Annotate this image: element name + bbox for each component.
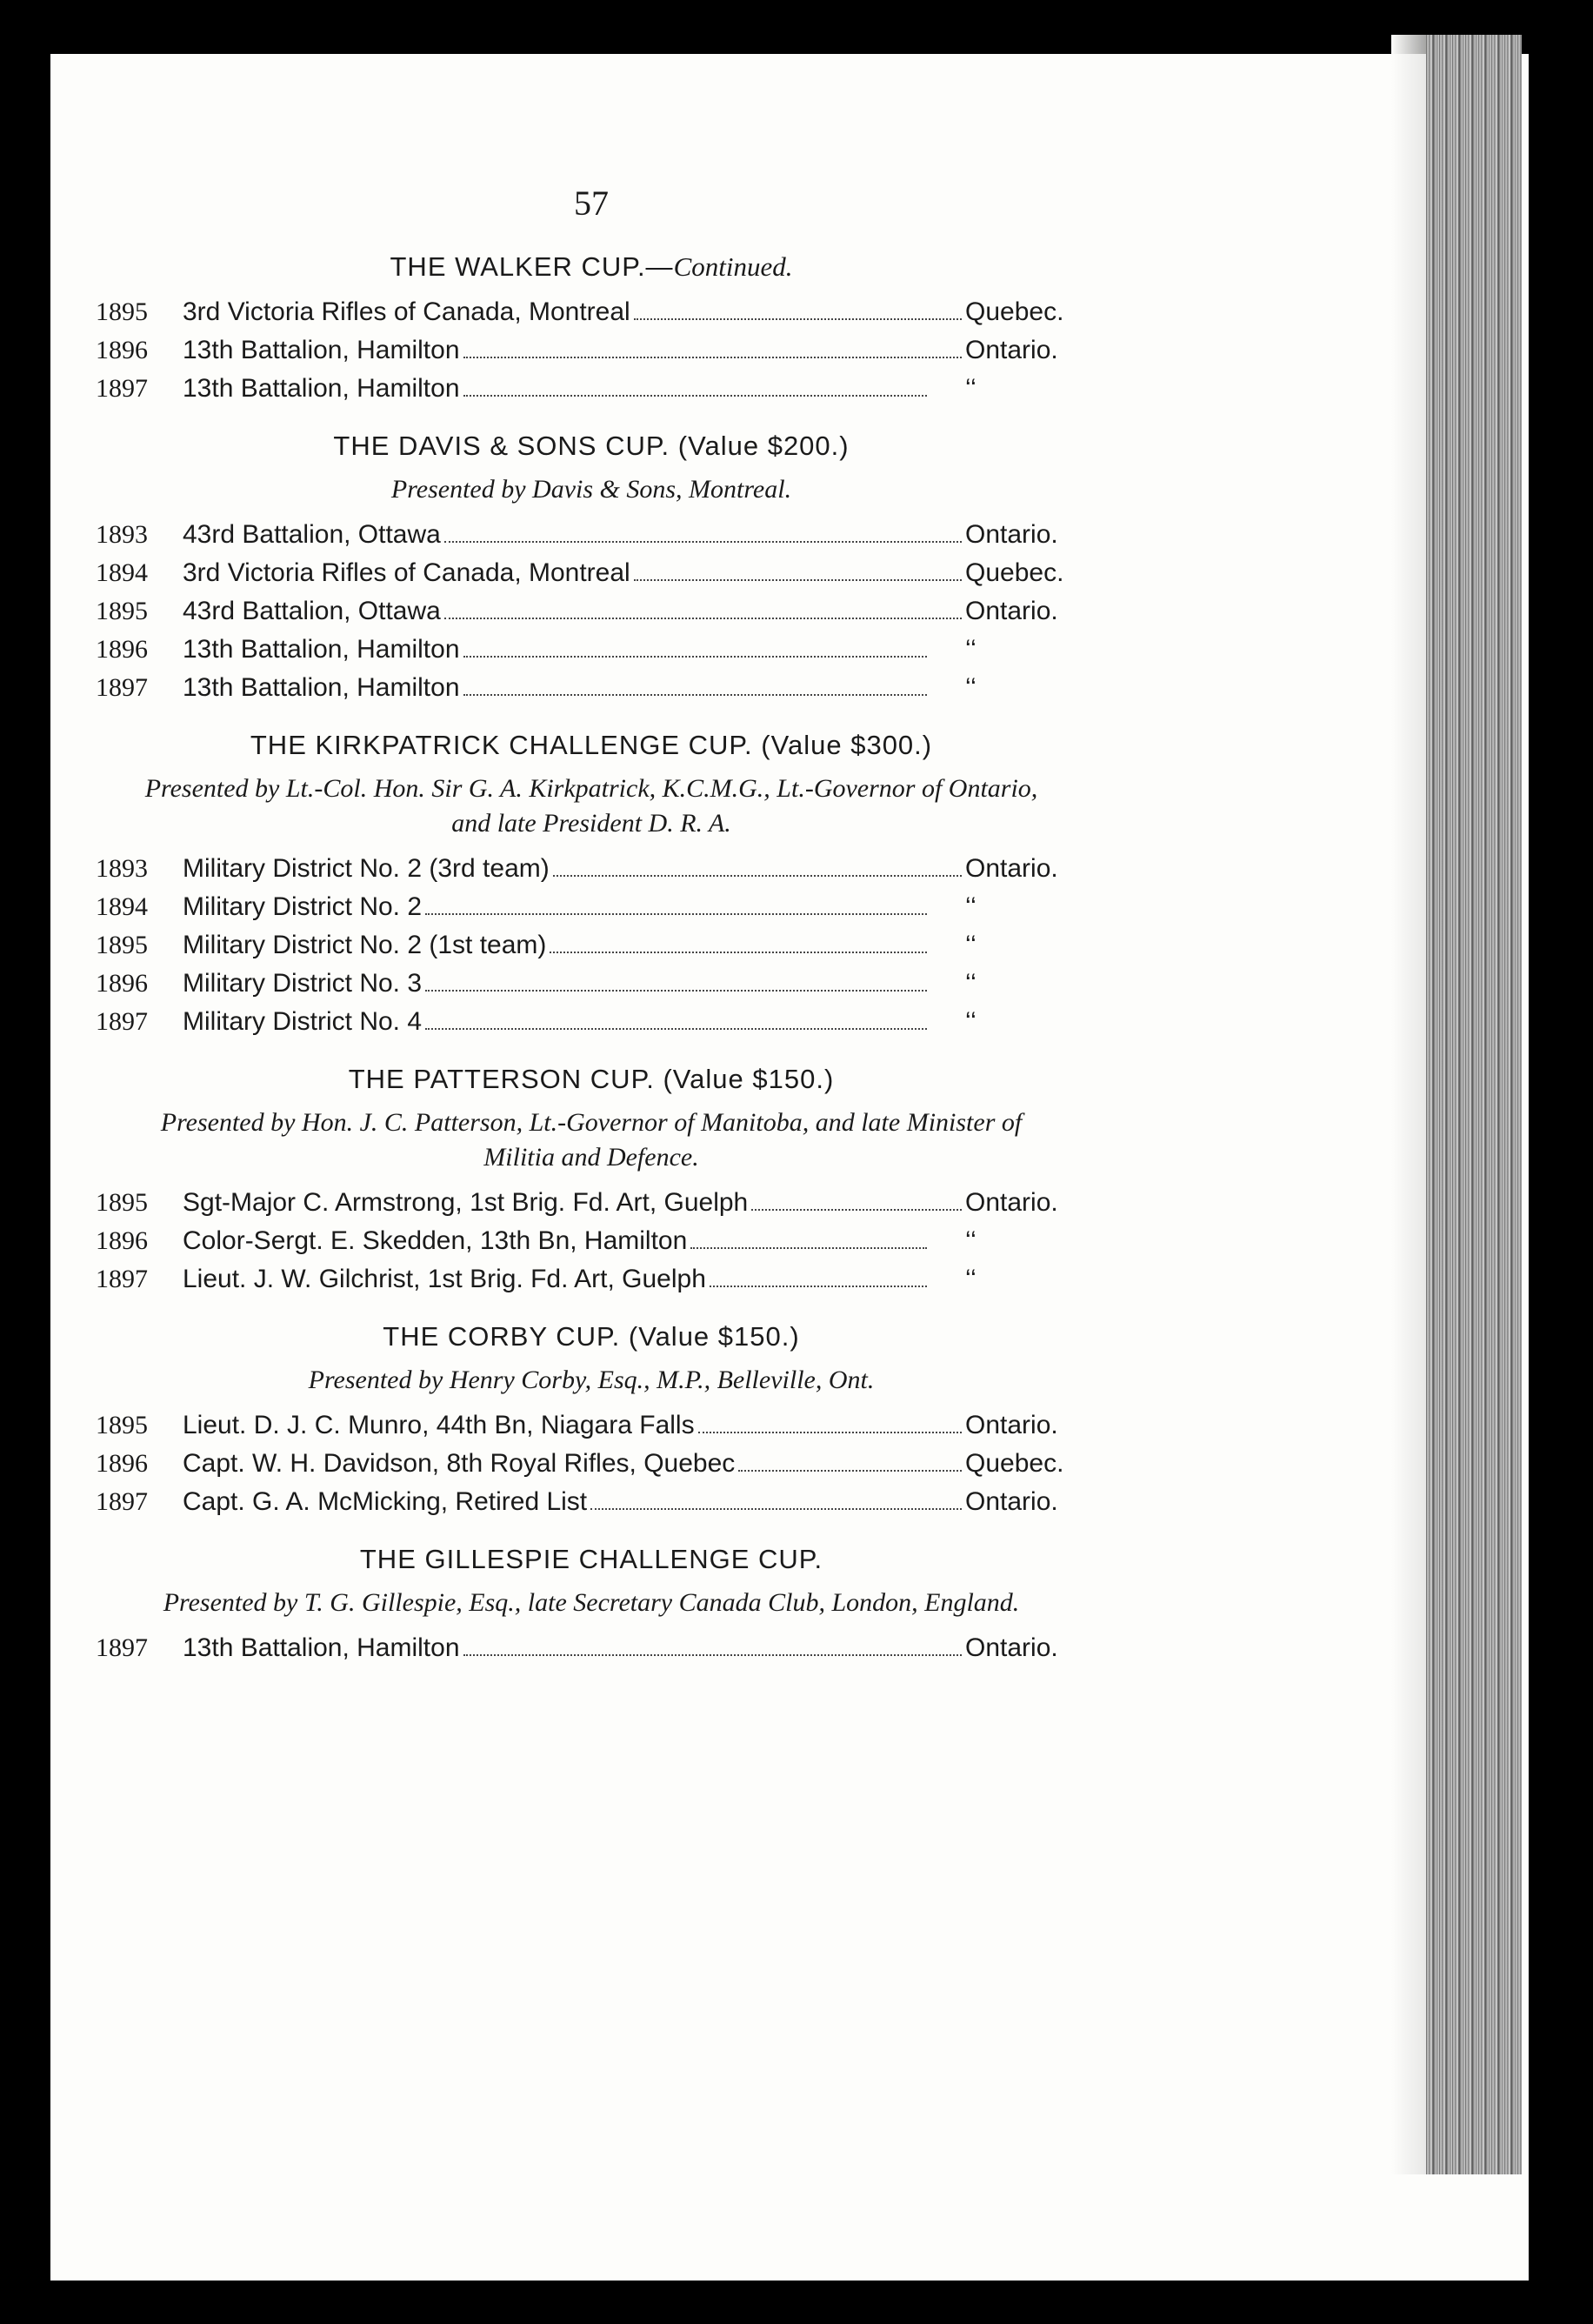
winner-name: Military District No. 3 xyxy=(183,969,423,998)
winner-year: 1897 xyxy=(96,374,148,403)
winner-name: 43rd Battalion, Ottawa xyxy=(183,597,441,625)
winner-row xyxy=(96,1003,1087,1041)
dot-leader xyxy=(738,1470,962,1472)
winner-province: Ontario. xyxy=(965,597,1058,625)
winner-province: Quebec. xyxy=(965,297,1064,326)
winner-year: 1897 xyxy=(96,1633,148,1662)
cup-heading xyxy=(96,1321,1087,1352)
winner-row xyxy=(96,1483,1087,1521)
winner-name: Capt. G. A. McMicking, Retired List xyxy=(183,1487,588,1516)
winner-year: 1893 xyxy=(96,520,148,549)
dot-leader xyxy=(463,357,962,358)
winner-province: Ontario. xyxy=(965,1188,1058,1217)
winner-name: 43rd Battalion, Ottawa xyxy=(183,520,441,549)
cup-section xyxy=(96,1321,1087,1521)
presented-by: Presented by Henry Corby, Esq., M.P., Belleville, Ont. xyxy=(308,1366,875,1394)
page-stack-edge xyxy=(1426,35,1522,2174)
winner-name: 13th Battalion, Hamilton xyxy=(183,673,460,702)
cup-section xyxy=(96,1064,1087,1299)
cup-heading xyxy=(96,431,1087,462)
dot-leader xyxy=(463,1654,962,1656)
winner-row xyxy=(96,965,1087,1003)
cup-heading-text: THE PATTERSON CUP. (Value $150.) xyxy=(348,1064,835,1094)
winner-name: 13th Battalion, Hamilton xyxy=(183,336,460,364)
dot-leader xyxy=(444,618,962,619)
cup-heading-text: THE DAVIS & SONS CUP. (Value $200.) xyxy=(333,431,850,461)
winner-year: 1896 xyxy=(96,969,148,998)
winner-province: Ontario. xyxy=(965,854,1058,883)
winner-name: 13th Battalion, Hamilton xyxy=(183,1633,460,1662)
winner-row xyxy=(96,1222,1087,1260)
winner-province: ‘‘ xyxy=(965,969,976,998)
winner-province: ‘‘ xyxy=(965,673,976,702)
winner-row xyxy=(96,1445,1087,1483)
winner-row xyxy=(96,888,1087,926)
winner-name: Lieut. D. J. C. Munro, 44th Bn, Niagara Falls xyxy=(183,1411,695,1439)
cup-heading-text: THE GILLESPIE CHALLENGE CUP. xyxy=(359,1544,823,1574)
presented-by: Presented by T. G. Gillespie, Esq., late Secretary Canada Club, London, England. xyxy=(163,1588,1020,1617)
winner-year: 1893 xyxy=(96,854,148,883)
winner-year: 1897 xyxy=(96,1265,148,1293)
winner-row xyxy=(96,1629,1087,1667)
winner-row xyxy=(96,1406,1087,1445)
winner-row xyxy=(96,554,1087,592)
winner-province: ‘‘ xyxy=(965,635,976,664)
dot-leader xyxy=(751,1209,962,1211)
cup-heading xyxy=(96,1544,1087,1575)
dot-leader xyxy=(590,1508,962,1510)
cup-heading xyxy=(96,1064,1087,1095)
cup-section xyxy=(96,251,1087,408)
cup-section xyxy=(96,431,1087,707)
dot-leader xyxy=(634,579,962,581)
winner-row xyxy=(96,926,1087,965)
winner-province: ‘‘ xyxy=(965,1007,976,1036)
winner-row xyxy=(96,631,1087,669)
presented-by: Presented by Lt.-Col. Hon. Sir G. A. Kirkpatrick, K.C.M.G., Lt.-Governor of Ontario, and late President D. R. A. xyxy=(144,774,1038,838)
winner-row xyxy=(96,669,1087,707)
winner-row xyxy=(96,516,1087,554)
winner-row xyxy=(96,1184,1087,1222)
winner-year: 1894 xyxy=(96,558,148,587)
dot-leader xyxy=(425,1028,927,1030)
winner-province: Quebec. xyxy=(965,1449,1064,1478)
winner-name: 13th Battalion, Hamilton xyxy=(183,635,460,664)
winner-province: Ontario. xyxy=(965,520,1058,549)
winner-province: ‘‘ xyxy=(965,1226,976,1255)
winner-name: Capt. W. H. Davidson, 8th Royal Rifles, Quebec xyxy=(183,1449,736,1478)
winner-year: 1895 xyxy=(96,597,148,625)
winner-year: 1897 xyxy=(96,673,148,702)
dot-leader xyxy=(553,875,962,877)
winner-province: ‘‘ xyxy=(965,1265,976,1293)
cup-heading xyxy=(96,730,1087,761)
page-number: 57 xyxy=(574,184,609,223)
cup-section xyxy=(96,1544,1087,1667)
dot-leader xyxy=(690,1247,927,1249)
cup-heading-continued: Continued. xyxy=(673,251,793,282)
winner-year: 1895 xyxy=(96,297,148,326)
cup-section xyxy=(96,730,1087,1041)
winner-row xyxy=(96,370,1087,408)
dot-leader xyxy=(463,395,927,397)
winner-year: 1895 xyxy=(96,931,148,959)
winner-year: 1897 xyxy=(96,1487,148,1516)
winner-row xyxy=(96,850,1087,888)
winner-name: 3rd Victoria Rifles of Canada, Montreal xyxy=(183,297,630,326)
page-content xyxy=(96,183,1087,1690)
winner-year: 1895 xyxy=(96,1411,148,1439)
winner-province: ‘‘ xyxy=(965,892,976,921)
winner-year: 1896 xyxy=(96,1449,148,1478)
cup-heading xyxy=(96,251,1087,283)
winner-row xyxy=(96,331,1087,370)
winner-year: 1894 xyxy=(96,892,148,921)
cup-sections xyxy=(96,251,1087,1667)
winner-year: 1896 xyxy=(96,635,148,664)
winner-row xyxy=(96,592,1087,631)
winner-province: ‘‘ xyxy=(965,931,976,959)
winner-row xyxy=(96,293,1087,331)
presented-by: Presented by Hon. J. C. Patterson, Lt.-Governor of Manitoba, and late Minister of Militia and Defence. xyxy=(160,1108,1023,1172)
dot-leader xyxy=(444,541,962,543)
winner-province: Ontario. xyxy=(965,1633,1058,1662)
winner-name: Lieut. J. W. Gilchrist, 1st Brig. Fd. Art, Guelph xyxy=(183,1265,706,1293)
dot-leader xyxy=(463,694,927,696)
winner-year: 1896 xyxy=(96,336,148,364)
dot-leader xyxy=(425,990,927,992)
winner-name: Sgt-Major C. Armstrong, 1st Brig. Fd. Art, Guelph xyxy=(183,1188,749,1217)
winner-name: Military District No. 4 xyxy=(183,1007,423,1036)
winner-name: Military District No. 2 xyxy=(183,892,423,921)
winner-year: 1895 xyxy=(96,1188,148,1217)
winner-year: 1896 xyxy=(96,1226,148,1255)
winner-name: Military District No. 2 (3rd team) xyxy=(183,854,550,883)
winner-row xyxy=(96,1260,1087,1299)
winner-province: Ontario. xyxy=(965,1487,1058,1516)
winner-name: Color-Sergt. E. Skedden, 13th Bn, Hamilton xyxy=(183,1226,688,1255)
winner-name: Military District No. 2 (1st team) xyxy=(183,931,547,959)
dot-leader xyxy=(550,952,927,953)
dot-leader xyxy=(425,913,927,915)
dot-leader xyxy=(634,318,962,320)
cup-heading-text: THE KIRKPATRICK CHALLENGE CUP. (Value $300.) xyxy=(250,730,933,760)
dot-leader xyxy=(698,1432,962,1433)
winner-province: Ontario. xyxy=(965,1411,1058,1439)
winner-province: ‘‘ xyxy=(965,374,976,403)
winner-province: Quebec. xyxy=(965,558,1064,587)
winner-province: Ontario. xyxy=(965,336,1058,364)
cup-heading-text: THE WALKER CUP.— xyxy=(390,251,674,282)
winner-name: 3rd Victoria Rifles of Canada, Montreal xyxy=(183,558,630,587)
winner-name: 13th Battalion, Hamilton xyxy=(183,374,460,403)
dot-leader xyxy=(710,1286,927,1287)
cup-heading-text: THE CORBY CUP. (Value $150.) xyxy=(383,1321,800,1352)
dot-leader xyxy=(463,656,927,658)
presented-by: Presented by Davis & Sons, Montreal. xyxy=(390,475,792,504)
winner-year: 1897 xyxy=(96,1007,148,1036)
